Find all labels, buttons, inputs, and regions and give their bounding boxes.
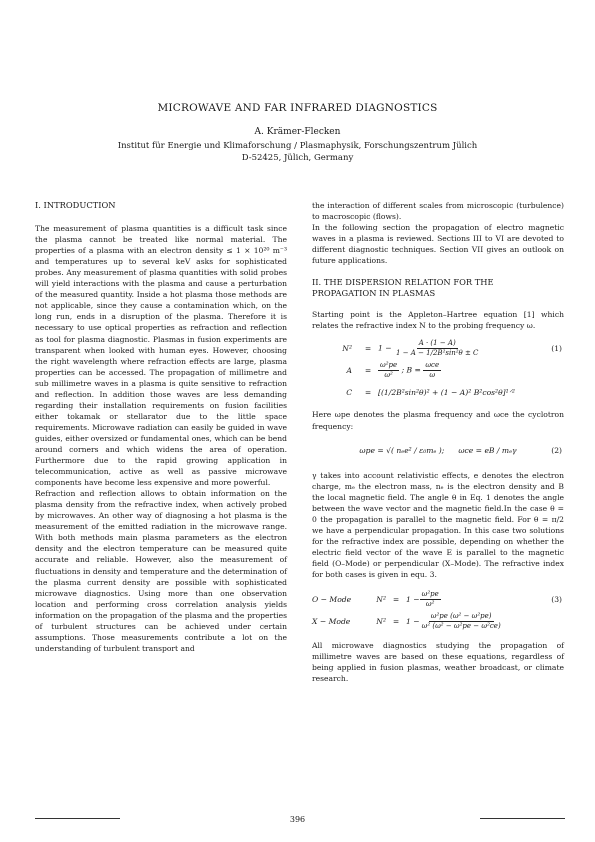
equation-3: O − Mode N² = 1 − $\frac{\text{ω²pe}}{\text{ω²}}$ (3) X − Mode N² = 1 − $\frac{\text{ω²pe (ω² − ω²pe)}}{\text{ω² (ω² − ω²pe − ω²ce)}}$ <box>312 589 562 630</box>
right-paragraph-2: In the following section the propagation of electro magnetic waves in a plasma is reviewed. Sections III to VI are devoted to different diagnostic techniques. Section VII gives an outlook on future applications. <box>312 223 564 266</box>
section-1-paragraph-1: The measurement of plasma quantities is a difficult task since the plasma cannot be treated like normal material. The properties of a plasma with an electron density ≤ 1 × 10²⁰ m⁻³ and temperatures up to several keV asks for sophisticated probes. Any measurement of plasma quantities with solid probes will yield interactions with the plasma and cause a perturbation of the measured quantity. Inside a hot plasma those methods are not applicable, since they cause a contamination which, on the long run, ends in a disruption of the plasma. Therefore it is necessary to use optical properties as refraction and reflection as tool for plasma diagnostic. Plasmas in fusion experiments are transparent when looked with human eyes. However, choosing the right wavelength where refraction effects are large, plasma properties can be accessed. The propagation of millimetre and sub millimetre waves in a plasma is quite sensitive to refraction and reflection. In addition those waves are less demanding regarding their installation requirements on fusion facilities either tokamak or stellarator due to the little space requirements. Microwave radiation can easily be guided in wave guides, either oversized or fundamental ones, which can be bend around corners and which widens the area of operation. Furthermore due to the rapid growing application in telecommunication, active as well as passive microwave components have become less expensive and more powerful. <box>35 224 287 488</box>
eq3-x-mode-numerator: ω²pe (ω² − ω²pe) <box>430 611 492 620</box>
eq1-rhs-2b-numerator: ωce <box>425 360 440 369</box>
eq3-x-mode-label: X − Mode <box>312 616 351 626</box>
eq3-o-mode-lhs: N² <box>376 594 386 604</box>
equation-1-number: (1) <box>551 343 562 353</box>
section-2-paragraph-4: All microwave diagnostics studying the propagation of millimetre waves are based on these equations, regardless of being applied in fusion plasmas, weather broadcast, or climate research. <box>312 641 564 684</box>
eq1-rhs-2-denominator: ω² <box>384 370 393 379</box>
right-paragraph-1: the interaction of different scales from microscopic (turbulence) to macroscopic (flows). <box>312 201 564 222</box>
section-2-paragraph-1: Starting point is the Appleton–Hartree equation [1] which relates the refractive index N to the probing frequency ω. <box>312 310 564 331</box>
section-1-heading: I. INTRODUCTION <box>35 200 116 210</box>
affiliation-line-2: D-52425, Jülich, Germany <box>241 153 354 163</box>
eq3-o-mode-numerator: ω²pe <box>421 589 439 598</box>
eq3-o-mode-label: O − Mode <box>312 594 352 604</box>
eq1-rhs-3: [(1/2B²sin²θ)² + (1 − A)² B²cos²θ]¹ᐟ² <box>378 387 515 397</box>
eq2-plasma-frequency: ωpe = √( nₑe² / ε₀mₑ ); <box>359 446 445 456</box>
equation-1: N² = 1 − $\frac{A \cdot (1 - A)}{\text{1 − A − 1/2B²sin²θ ± C}}$ (1) A = $\frac{\text{ω²pe}}{\text{ω²}}$ ; B = $\frac{\text{ωce}}{\omega}$ C = [(1/2B²sin²θ)² + (1 − A)² B²cos²θ]¹ᐟ² <box>312 337 564 403</box>
eq3-o-mode-denominator: ω² <box>425 599 435 608</box>
eq1-lhs-1: N² <box>342 343 352 353</box>
eq1-rhs-1-numerator: A · (1 − A) <box>418 338 456 347</box>
section-2-heading-line-1: II. THE DISPERSION RELATION FOR THE <box>312 277 494 288</box>
footer-rule-right <box>480 818 565 819</box>
affiliation-line-1: Institut für Energie und Klimaforschung / Plasmaphysik, Forschungszentrum Jülich <box>117 141 478 151</box>
eq2-cyclotron-frequency: ωce = eB / mₑγ <box>458 446 517 456</box>
eq1-rhs-2-mid: ; B = <box>401 365 421 375</box>
equation-2-number: (2) <box>551 446 562 456</box>
equation-3-number: (3) <box>551 594 562 604</box>
right-column <box>312 200 564 684</box>
eq1-lhs-2: A <box>346 365 352 375</box>
page-number: 396 <box>289 815 306 824</box>
author: A. Krämer-Flecken <box>254 127 341 137</box>
left-column <box>35 200 287 654</box>
paper-title: MICROWAVE AND FAR INFRARED DIAGNOSTICS <box>157 102 438 114</box>
eq1-lhs-3: C <box>346 387 352 397</box>
eq1-rhs-1-denominator: 1 − A − 1/2B²sin²θ ± C <box>396 348 479 357</box>
eq3-o-mode-prefix: 1 − <box>406 594 420 604</box>
eq1-rhs-1-prefix: 1 − <box>378 343 392 353</box>
eq3-x-mode-denominator: ω² (ω² − ω²pe − ω²ce) <box>421 621 501 630</box>
section-2-heading <box>312 277 564 299</box>
eq1-rhs-2b-denominator: ω <box>429 370 436 379</box>
eq3-x-mode-lhs: N² <box>376 616 386 626</box>
eq1-rhs-2-numerator: ω²pe <box>380 360 398 369</box>
section-2-heading-line-2: PROPAGATION IN PLASMAS <box>312 288 436 299</box>
affiliation <box>0 140 595 164</box>
eq3-x-mode-prefix: 1 − <box>406 616 420 626</box>
equation-2 <box>312 440 564 462</box>
section-1-paragraph-2: Refraction and reflection allows to obtain information on the plasma density from the refractive index, when actively probed by microwaves. An other way of diagnosing a hot plasma is the measurement of the emitted radiation in the microwave range. With both methods main plasma parameters as the electron density and the electron temperature can be measured quite accurate and reliable. However, also the measurement of fluctuations in density and temperature and the determination of the plasma current density are possible with sophisticated microwave diagnostics. Using more than one observation location and performing cross correlation analysis yields information on the propagation of the plasma and the properties of turbulent structures can be achieved under certain assumptions. Those measurements contribute a lot on the understanding of turbulent transport and <box>35 489 287 653</box>
section-2-paragraph-3: γ takes into account relativistic effects, e denotes the electron charge, mₑ the electron mass, nₑ is the electron density and B the local magnetic field. The angle θ in Eq. 1 denotes the angle between the wave vector and the magnetic field.In the case θ = 0 the propagation is parallel to the magnetic field. For θ = π/2 we have a perpendicular propagation. In this case two solutions for the refractive index are possible, depending on whether the electric field vector of the wave E is parallel to the magnetic field (O–Mode) or perpendicular (X–Mode). The refractive index for both cases is given in equ. 3. <box>312 470 564 579</box>
section-2-paragraph-2: Here ωpe denotes the plasma frequency and ωce the cyclotron frequency: <box>312 410 564 431</box>
